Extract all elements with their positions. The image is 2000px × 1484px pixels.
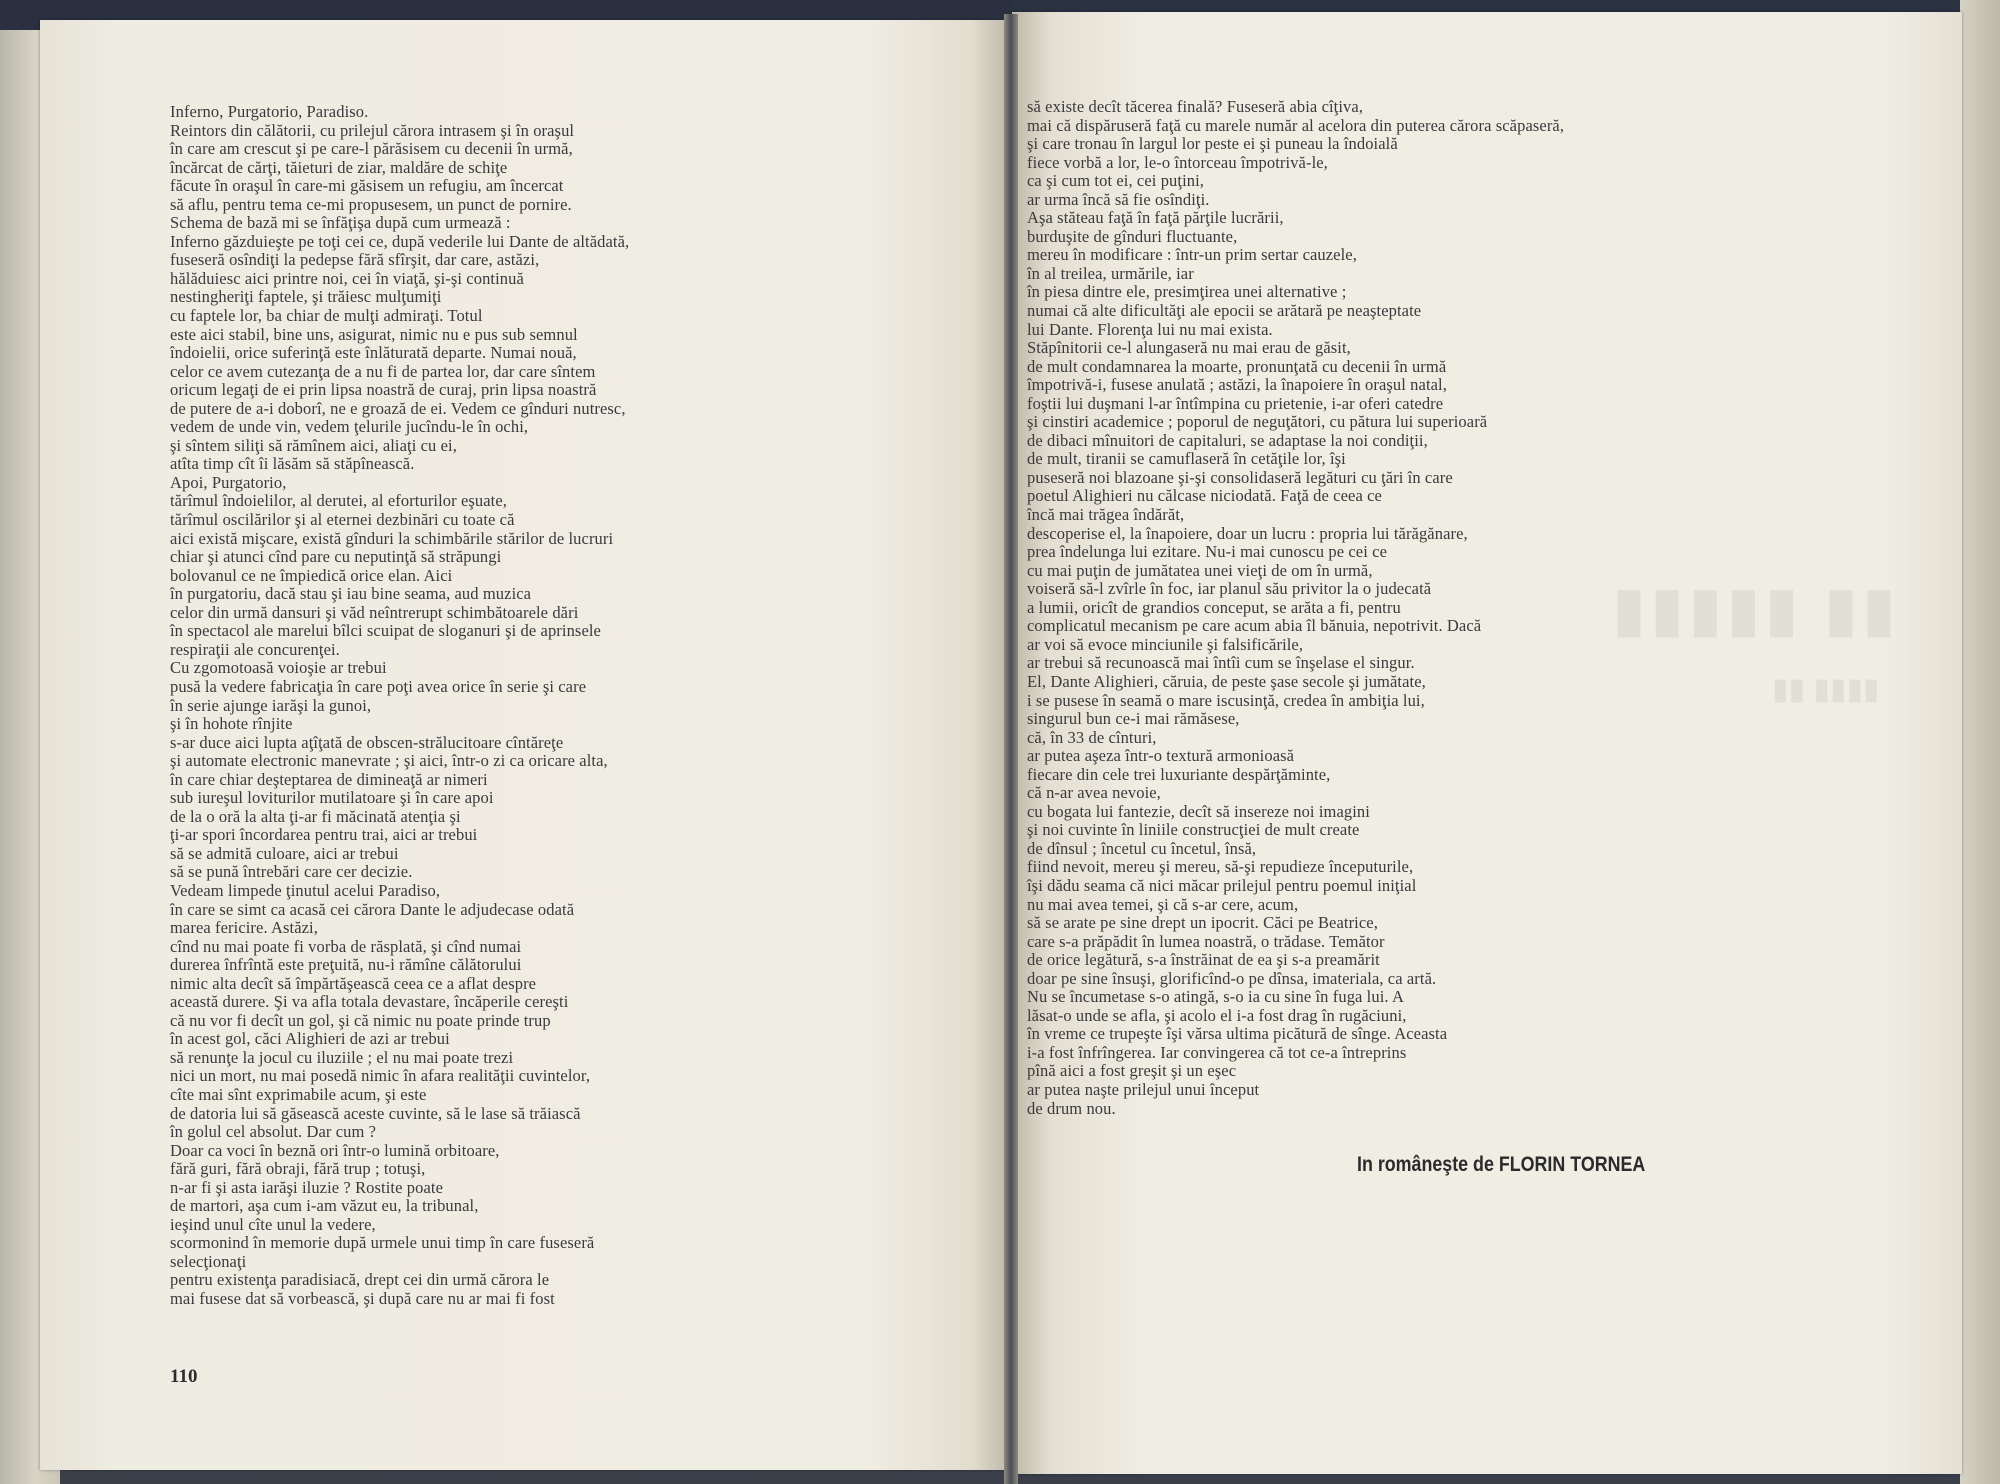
text-line: de datoria lui să găsească aceste cuvinte, să le lase să trăiască: [170, 1103, 581, 1123]
text-line: de dînsul ; încetul cu încetul, însă,: [1027, 838, 1257, 858]
text-line: burduşite de gînduri fluctuante,: [1027, 226, 1238, 246]
text-line: încă mai trăgea îndărăt,: [1027, 505, 1185, 525]
text-line: ar voi să evoce minciunile şi falsificările,: [1027, 634, 1304, 654]
text-line: că nu vor fi decît un gol, şi că nimic nu poate prinde trup: [170, 1010, 551, 1030]
text-line: că, în 33 de cînturi,: [1027, 727, 1157, 747]
text-line: şi cinstiri academice ; poporul de neguţători, cu pătura lui superioară: [1027, 412, 1488, 432]
text-line: cu bogata lui fantezie, decît să insereze noi imagini: [1027, 801, 1370, 821]
text-line: de orice legătură, s-a înstrăinat de ea şi s-a preamărit: [1027, 950, 1380, 970]
text-line: să se arate pe sine drept un ipocrit. Căci pe Beatrice,: [1027, 913, 1378, 933]
text-line: şi care tronau în largul lor peste ei şi puneau la îndoială: [1027, 134, 1398, 154]
text-line: că n-ar avea nevoie,: [1027, 783, 1161, 803]
text-line: în care chiar deşteptarea de dimineaţă ar nimeri: [170, 769, 488, 789]
text-line: n-ar fi şi asta iarăşi iluzie ? Rostite poate: [170, 1177, 443, 1197]
text-line: puseseră noi blazoane şi-şi consolidaseră legături cu ţări în care: [1027, 467, 1453, 487]
text-line: cînd nu mai poate fi vorba de răsplată, şi cînd numai: [170, 936, 522, 956]
text-line: de martori, aşa cum i-am văzut eu, la tribunal,: [170, 1196, 479, 1216]
text-line: în serie ajunge iarăşi la gunoi,: [170, 695, 372, 715]
page-number: 110: [170, 1366, 198, 1387]
text-line: lui Dante. Florenţa lui nu mai exista.: [1027, 319, 1273, 339]
text-line: i se pusese în seamă o mare iscusinţă, credea în ambiţia lui,: [1027, 690, 1425, 710]
text-line: pînă aici a fost greşit şi un eşec: [1027, 1061, 1237, 1081]
text-line: vedem de unde vin, vedem ţelurile jucîndu-le în ochi,: [170, 417, 529, 437]
text-line: Schema de bază mi se înfăţişa după cum urmează :: [170, 213, 511, 233]
left-page-text: [170, 103, 629, 1309]
text-line: este aici stabil, bine uns, asigurat, nimic nu e pus sub semnul: [170, 324, 578, 344]
text-line: ca şi cum tot ei, cei puţini,: [1027, 171, 1205, 191]
text-line: împotrivă-i, fusese anulată ; astăzi, la înapoiere în oraşul natal,: [1027, 375, 1447, 395]
text-line: celor din urmă dansuri şi văd neîntrerupt schimbătoarele dări: [170, 602, 579, 622]
text-line: hălăduiesc aici printre noi, cei în viaţă, şi-şi continuă: [170, 268, 524, 288]
text-line: nestingheriţi faptele, şi trăiesc mulţumiţi: [170, 287, 442, 307]
text-line: Cu zgomotoasă voioşie ar trebui: [170, 658, 387, 678]
show-through-subheading: ▮▮ ▮▮▮▮: [1772, 673, 1880, 706]
text-line: ar trebui să recunoască mai întîi cum se înşelase el singur.: [1027, 653, 1415, 673]
text-line: atîta timp cît îi lăsăm să stăpînească.: [170, 454, 415, 474]
text-line: celor ce avem cutezanţa de a nu fi de partea lor, dar care sîntem: [170, 361, 596, 381]
text-line: voiseră să-l zvîrle în foc, iar planul său privitor la o judecată: [1027, 579, 1432, 599]
text-line: în vreme ce trupeşte îşi vărsa ultima picătură de sînge. Aceasta: [1027, 1024, 1448, 1044]
text-line: tărîmul oscilărilor şi al eternei dezbinări cu toate că: [170, 510, 515, 530]
text-line: să aflu, pentru tema ce-mi propusesem, un punct de pornire.: [170, 194, 572, 214]
book-cover-right-edge: [1960, 0, 2000, 1484]
text-line: fiind nevoit, mereu şi mereu, să-şi repudieze începuturile,: [1027, 857, 1414, 877]
text-line: să renunţe la jocul cu iluziile ; el nu mai poate trezi: [170, 1047, 514, 1067]
text-line: pusă la vedere fabricaţia în care poţi avea orice în serie şi care: [170, 676, 587, 696]
text-line: Apoi, Purgatorio,: [170, 472, 287, 492]
text-line: selecţionaţi: [170, 1251, 247, 1271]
text-line: marea fericire. Astăzi,: [170, 918, 318, 938]
translator-credit: In româneşte de FLORIN TORNEA: [1357, 1153, 1646, 1176]
text-line: Vedeam limpede ţinutul acelui Paradiso,: [170, 880, 441, 900]
text-line: în acest gol, căci Alighieri de azi ar trebui: [170, 1029, 450, 1049]
text-line: şi noi cuvinte în liniile construcţiei de mult create: [1027, 820, 1360, 840]
text-line: în piesa dintre ele, presimţirea unei alternative ;: [1027, 282, 1347, 302]
text-line: sub iureşul loviturilor mutilatoare şi în care apoi: [170, 788, 494, 808]
text-line: nu mai avea temei, şi că s-ar cere, acum,: [1027, 894, 1299, 914]
text-line: fără guri, fără obraji, fără trup ; totuşi,: [170, 1159, 426, 1179]
text-line: Inferno, Purgatorio, Paradiso.: [170, 102, 369, 121]
text-line: foştii lui duşmani l-ar întîmpina cu prietenie, i-ar oferi catedre: [1027, 393, 1444, 413]
text-line: El, Dante Alighieri, căruia, de peste şase secole şi jumătate,: [1027, 671, 1426, 691]
text-line: scormonind în memorie după urmele unui timp în care fuseseră: [170, 1233, 595, 1253]
text-line: ar putea aşeza într-o textură armonioasă: [1027, 746, 1295, 766]
text-line: cu faptele lor, ba chiar de mulţi admiraţi. Totul: [170, 306, 483, 326]
text-line: fiece vorbă a lor, le-o întorceau împotrivă-le,: [1027, 152, 1328, 172]
text-line: făcute în oraşul în care-mi găsisem un refugiu, am încercat: [170, 176, 564, 196]
text-line: de putere de a-i doborî, ne e groază de ei. Vedem ce gînduri nutresc,: [170, 398, 626, 418]
text-line: doar pe sine însuşi, glorificînd-o pe dînsa, imateriala, ca artă.: [1027, 968, 1437, 988]
text-line: Aşa stăteau faţă în faţă părţile lucrării,: [1027, 208, 1284, 228]
text-line: ieşind unul cîte unul la vedere,: [170, 1214, 376, 1234]
text-line: ar putea naşte prilejul unui început: [1027, 1079, 1260, 1099]
text-line: şi în hohote rînjite: [170, 714, 293, 734]
text-line: să existe decît tăcerea finală? Fuseseră abia cîţiva,: [1027, 97, 1364, 116]
text-line: fuseseră osîndiţi la pedepse fără sfîrşit, dar care, astăzi,: [170, 250, 540, 270]
text-line: a lumii, oricît de grandios conceput, se arăta a fi, pentru: [1027, 597, 1401, 617]
text-line: mereu în modificare : într-un prim sertar cauzele,: [1027, 245, 1357, 265]
text-line: de la o oră la alta ţi-ar fi măcinată atenţia şi: [170, 806, 461, 826]
text-line: nimic alta decît să împărtăşească ceea ce a aflat despre: [170, 973, 537, 993]
text-line: în spectacol ale marelui bîlci scuipat de sloganuri şi de aprinsele: [170, 621, 601, 641]
text-line: cîte mai sînt exprimabile acum, şi este: [170, 1084, 427, 1104]
text-line: de mult condamnarea la moarte, pronunţată cu decenii în urmă: [1027, 356, 1447, 376]
text-line: s-ar duce aici lupta aţîţată de obscen-strălucitoare cîntăreţe: [170, 732, 564, 752]
text-line: şi automate electronic manevrate ; şi aici, într-o zi ca oricare alta,: [170, 751, 608, 771]
text-line: ar urma încă să fie osîndiţi.: [1027, 189, 1210, 209]
text-line: chiar şi atunci cînd pare cu neputinţă să străpungi: [170, 547, 502, 567]
text-line: în care se simt ca acasă cei cărora Dante le adjudecase odată: [170, 899, 575, 919]
text-line: în al treilea, urmările, iar: [1027, 263, 1194, 283]
text-line: descoperise el, la înapoiere, doar un lucru : propria lui tărăgănare,: [1027, 523, 1468, 543]
text-line: de drum nou.: [1027, 1098, 1116, 1118]
right-page-text: [1027, 98, 1564, 1118]
text-line: Stăpînitorii ce-l alungaseră nu mai erau de găsit,: [1027, 338, 1351, 358]
text-line: mai că dispăruseră faţă cu marele număr al acelora din puterea cărora scăpaseră,: [1027, 115, 1565, 135]
text-line: aici există mişcare, există gînduri la schimbările stărilor de lucruri: [170, 528, 614, 548]
text-line: mai fusese dat să vorbească, şi după care nu ar mai fi fost: [170, 1289, 555, 1308]
text-line: îşi dădu seama că nici măcar prilejul pentru poemul iniţial: [1027, 875, 1417, 895]
text-line: de mult, tiranii se camuflaseră în cetăţile lor, îşi: [1027, 449, 1346, 469]
text-line: Reintors din călătorii, cu prilejul cărora intrasem şi în oraşul: [170, 120, 575, 140]
text-line: lăsat-o unde se afla, şi acolo el i-a fost drag în rugăciuni,: [1027, 1005, 1407, 1025]
text-line: de dibaci mînuitori de capitaluri, se adaptase la noi condiţii,: [1027, 430, 1428, 450]
book-gutter: [1004, 14, 1018, 1484]
text-line: tărîmul îndoielilor, al derutei, al eforturilor eşuate,: [170, 491, 508, 511]
text-line: Nu se încumetase s-o atingă, s-o ia cu sine în fuga lui. A: [1027, 987, 1404, 1007]
text-line: care s-a prăpădit în lumea noastră, o trădase. Temător: [1027, 931, 1385, 951]
text-line: nici un mort, nu mai posedă nimic în afara realităţii cuvintelor,: [170, 1066, 591, 1086]
text-line: oricum legaţi de ei prin lipsa noastră de curaj, prin lipsa noastră: [170, 380, 597, 400]
text-line: să se admită culoare, aici ar trebui: [170, 843, 399, 863]
text-line: singurul bun ce-i mai rămăsese,: [1027, 709, 1240, 729]
text-line: şi sîntem siliţi să rămînem aici, aliaţi cu ei,: [170, 435, 457, 455]
text-line: complicatul mecanism pe care acum abia îl bănuia, nepotrivit. Dacă: [1027, 616, 1482, 636]
text-line: poetul Alighieri nu călcase niciodată. Faţă de ceea ce: [1027, 486, 1382, 506]
text-line: în care am crescut şi pe care-l părăsisem cu decenii în urmă,: [170, 139, 573, 159]
text-line: pentru existenţa paradisiacă, drept cei din urmă cărora le: [170, 1270, 550, 1290]
text-line: Inferno găzduieşte pe toţi cei ce, după vederile lui Dante de altădată,: [170, 231, 630, 251]
text-line: în golul cel absolut. Dar cum ?: [170, 1122, 377, 1142]
text-line: respiraţii ale concurenţei.: [170, 639, 340, 659]
text-line: bolovanul ce ne împiedică orice elan. Aici: [170, 565, 453, 585]
text-line: prea îndelunga lui ezitare. Nu-i mai cunoscu pe cei ce: [1027, 542, 1387, 562]
text-line: această durere. Şi va afla totala devastare, încăperile cereşti: [170, 992, 569, 1012]
text-line: numai că alte dificultăţi ale epocii se arătară pe neaşteptate: [1027, 301, 1422, 321]
text-line: i-a fost înfrîngerea. Iar convingerea că tot ce-a întreprins: [1027, 1042, 1407, 1062]
text-line: ţi-ar spori încordarea pentru trai, aici ar trebui: [170, 825, 478, 845]
text-line: încărcat de cărţi, tăieturi de ziar, maldăre de schiţe: [170, 157, 508, 177]
text-line: durerea înfrîntă este preţuită, nu-i rămîne călătorului: [170, 955, 522, 975]
text-line: cu mai puţin de jumătatea unei vieţi de om în urmă,: [1027, 560, 1373, 580]
text-line: îndoielii, orice suferinţă este înlăturată departe. Numai nouă,: [170, 343, 577, 363]
text-line: fiecare din cele trei luxuriante despărţăminte,: [1027, 764, 1331, 784]
text-line: în purgatoriu, dacă stau şi iau bine seama, aud muzica: [170, 584, 532, 604]
text-line: să se pună întrebări care cer decizie.: [170, 862, 413, 882]
text-line: Doar ca voci în beznă ori într-o lumină orbitoare,: [170, 1140, 500, 1160]
show-through-heading: ▮▮▮▮▮ ▮▮: [1612, 575, 1901, 644]
